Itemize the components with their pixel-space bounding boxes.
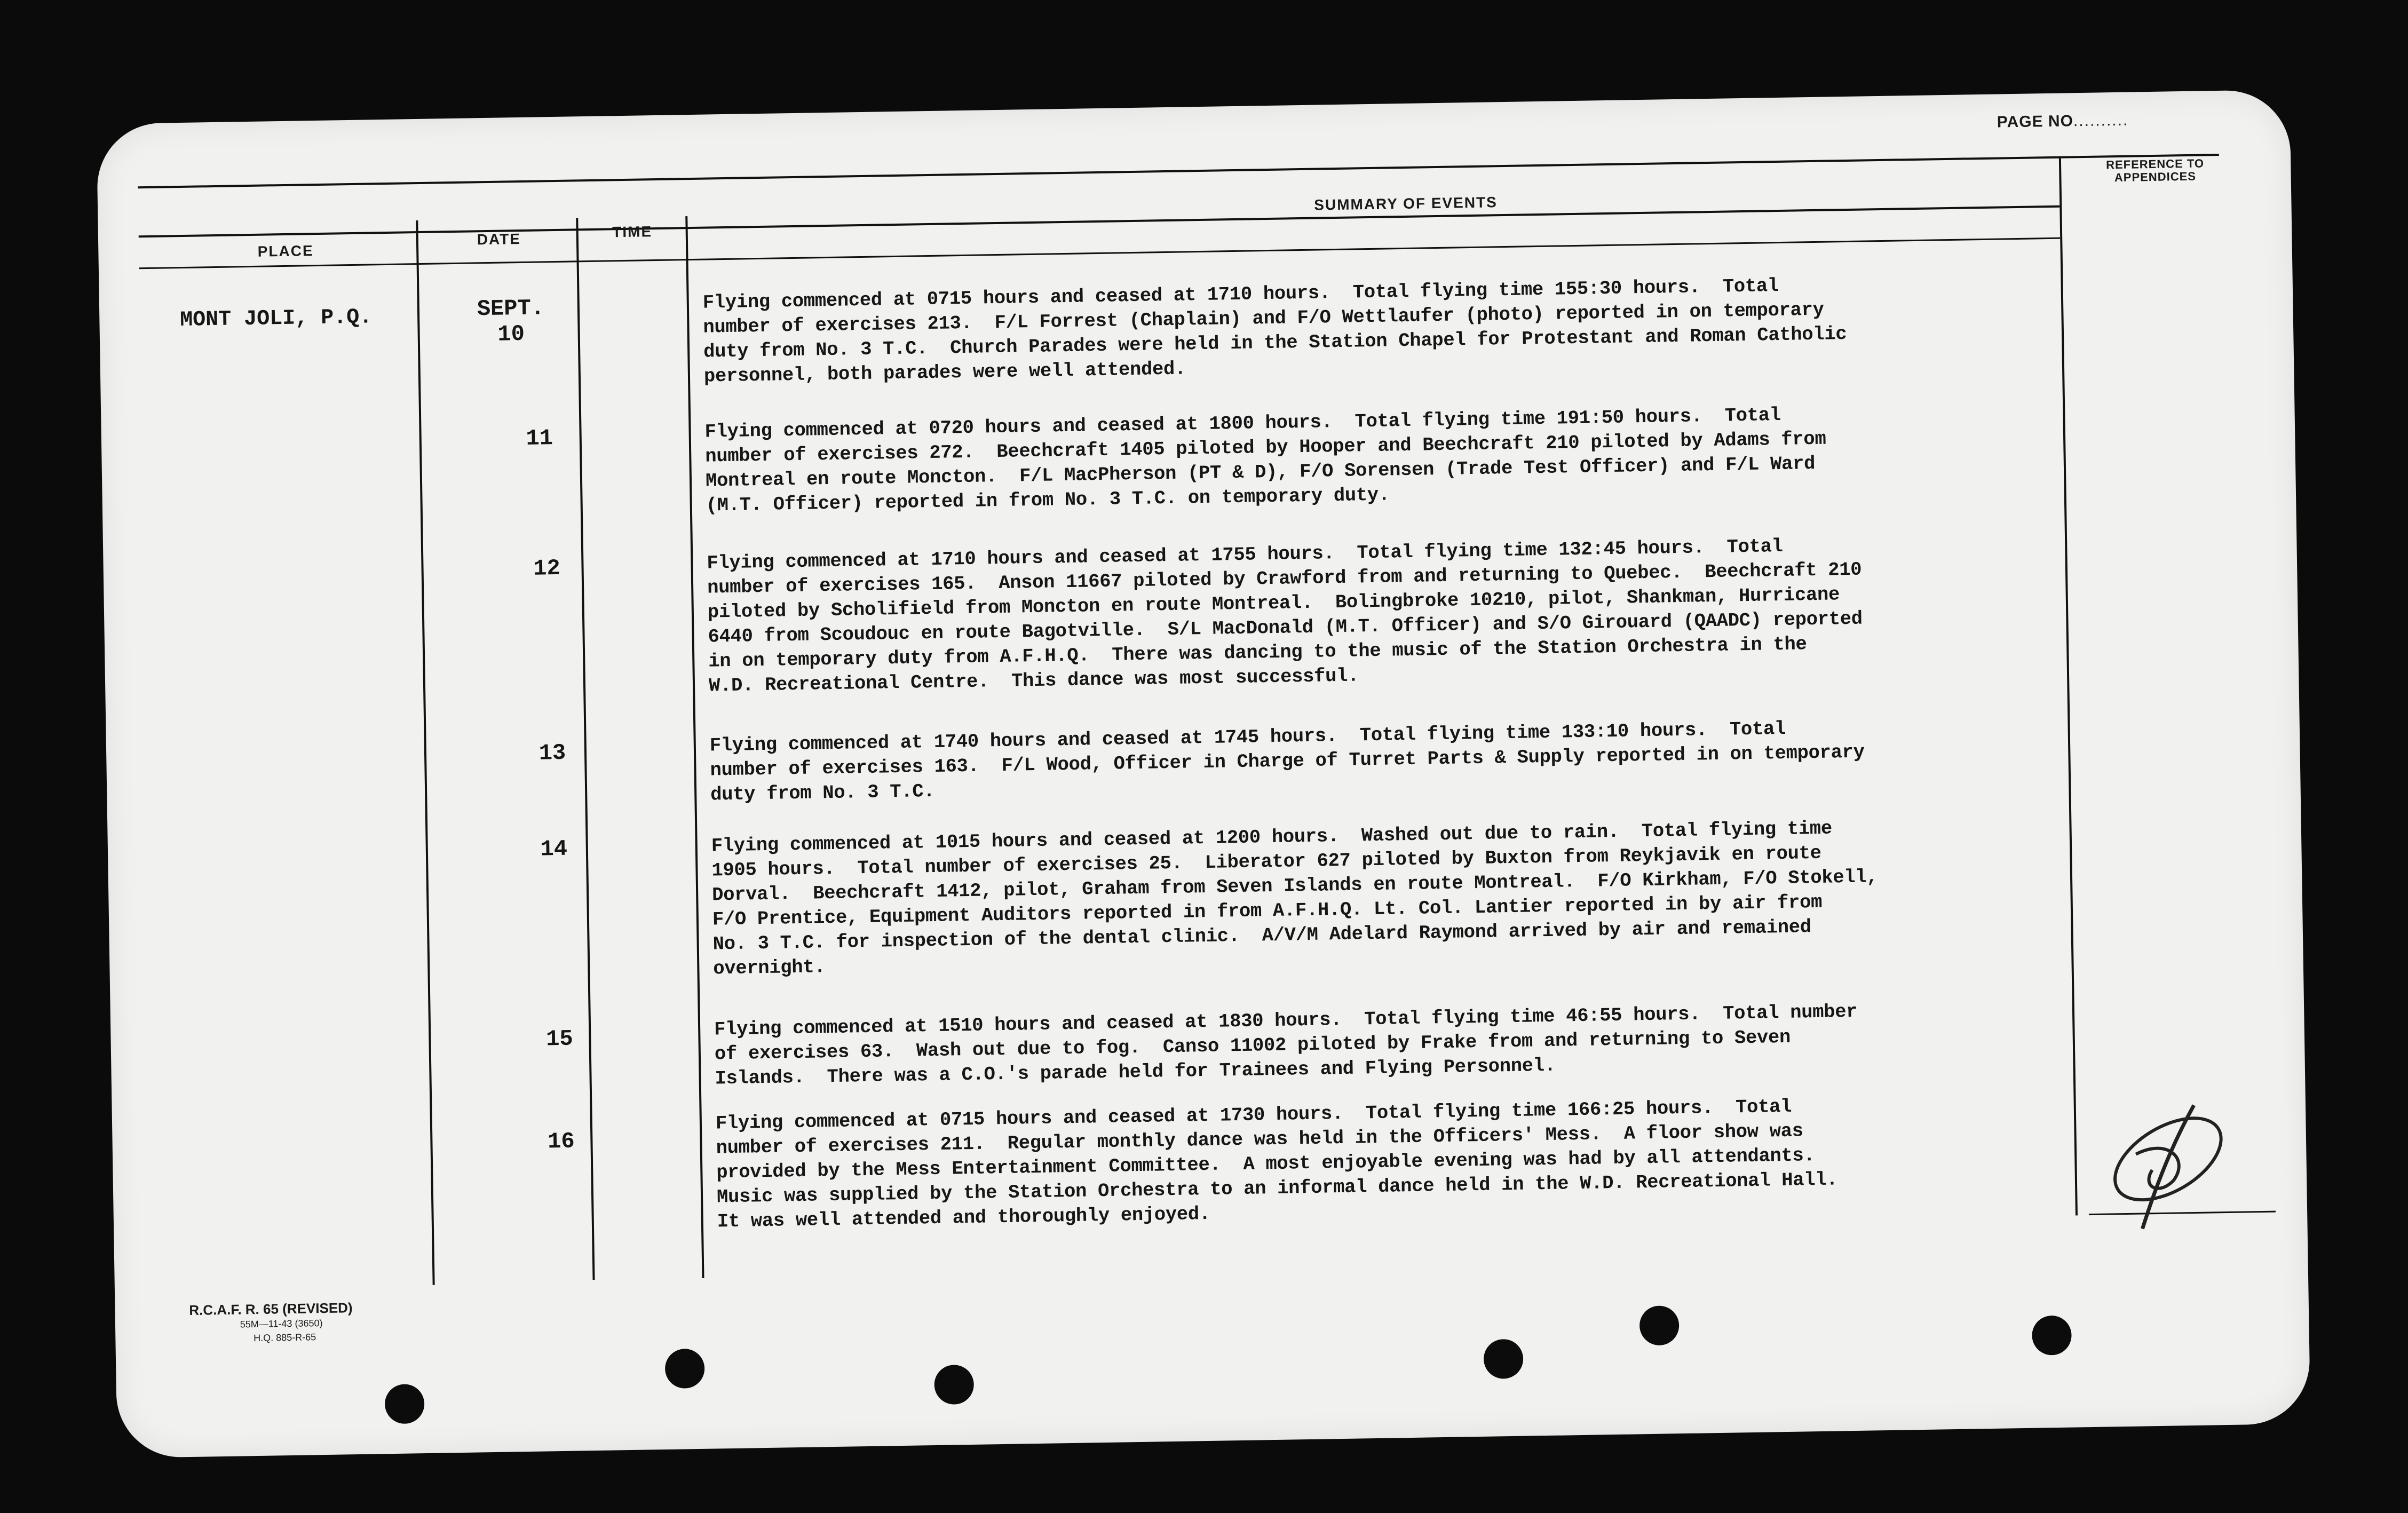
binder-punch-hole xyxy=(665,1349,705,1389)
header-rule xyxy=(139,205,2060,238)
date-cell: 11 xyxy=(526,425,553,451)
col-divider-time xyxy=(685,216,704,1278)
header-time: TIME xyxy=(612,223,653,241)
binder-punch-hole xyxy=(1639,1305,1680,1345)
binder-punch-hole xyxy=(1483,1339,1523,1379)
summary-entry: Flying commenced at 0715 hours and ceased at 1710 hours. Total flying time 155:30 hours. Total number of exercises 213. F/L Forrest (Chaplain) and F/O Wettlaufer (photo) reported in on temporary duty from No. 3 T.C. Church Parades were held in the Station Chapel for Protestant and Roman Catholic personnel, both parades were well attended. xyxy=(702,274,1847,387)
header-summary: SUMMARY OF EVENTS xyxy=(1314,194,1498,213)
summary-entry: Flying commenced at 1015 hours and ceased at 1200 hours. Washed out due to rain. Total flying time 1905 hours. Total number of exercises 25. Liberator 627 piloted by Buxton from Reykjavik en route Dorval. Beechcraft 1412, pilot, Graham from Seven Islands en route Montreal. F/O Kirkham, F/O Stokell, F/O Prentice, Equipment Auditors reported in from A.F.H.Q. Lt. Col. Lantier reported in by air from No. 3 T.C. for inspection of the dental clinic. A/V/M Adelard Raymond arrived by air and remained overnight. xyxy=(711,817,1878,980)
header-place: PLACE xyxy=(257,242,314,260)
form-id-line1: R.C.A.F. R. 65 (REVISED) xyxy=(189,1300,353,1318)
page-number-dots: .......... xyxy=(2073,111,2129,130)
date-cell: 16 xyxy=(547,1128,575,1155)
date-cell: 14 xyxy=(540,836,568,862)
binder-punch-hole xyxy=(934,1365,974,1405)
summary-entry: Flying commenced at 1510 hours and ceased at 1830 hours. Total flying time 46:55 hours. Total number of exercises 63. Wash out due to fog. Canso 11002 piloted by Frake from and returning to Seven Islands. There was a C.O.'s parade held for Trainees and Flying Personnel. xyxy=(714,1000,1858,1090)
form-id-line2: 55M—11-43 (3650) xyxy=(240,1318,323,1330)
summary-entry: Flying commenced at 0720 hours and ceased at 1800 hours. Total flying time 191:50 hours. Total number of exercises 272. Beechcraft 1405 piloted by Hooper and Beechcraft 210 piloted by Adams from Montreal en route Moncton. F/L MacPherson (PT & D), F/O Sorensen (Trade Test Officer) and F/L Ward (M.T. Officer) reported in from No. 3 T.C. on temporary duty. xyxy=(704,403,1826,517)
summary-entry: Flying commenced at 1710 hours and ceased at 1755 hours. Total flying time 132:45 hours. Total number of exercises 165. Anson 11667 piloted by Crawford from and returning to Quebec. Beechcraft 210 piloted by Scholifield from Moncton en route Montreal. Bolingbroke 10210, pilot, Shankman, Hurricane 6440 from Scoudouc en route Bagotville. S/L MacDonald (M.T. Officer) and S/O Girouard (QAADC) reported in on temporary duty from A.F.H.Q. There was dancing to the music of the Station Orchestra in the W.D. Recreational Centre. This dance was most successful. xyxy=(707,535,1863,697)
top-rule xyxy=(138,154,2219,188)
page-number-label: PAGE NO xyxy=(1997,112,2074,131)
header-reference: REFERENCE TO APPENDICES xyxy=(2105,156,2205,185)
signature-icon xyxy=(2087,1094,2238,1246)
date-cell: 12 xyxy=(533,555,561,582)
page-number xyxy=(1997,112,2129,132)
binder-punch-hole xyxy=(2032,1316,2072,1356)
header-rule-2 xyxy=(139,237,2061,270)
binder-punch-hole xyxy=(385,1384,425,1424)
col-divider-place xyxy=(416,220,434,1285)
header-date: DATE xyxy=(477,230,521,248)
date-cell: 13 xyxy=(538,740,566,766)
summary-entry: Flying commenced at 0715 hours and ceased at 1730 hours. Total flying time 166:25 hours. Total number of exercises 211. Regular monthly dance was held in the Officers' Mess. A floor show was provided by the Mess Entertainment Committee. A most enjoyable evening was had by all attendants. Music was supplied by the Station Orchestra to an informal dance held in the W.D. Recreational Hall. It was well attended and thoroughly enjoyed. xyxy=(715,1095,1838,1233)
form-id-line3: H.Q. 885-R-65 xyxy=(254,1332,316,1344)
date-cell: SEPT. 10 xyxy=(477,295,545,347)
date-cell: 15 xyxy=(545,1026,574,1052)
place-cell: MONT JOLI, P.Q. xyxy=(179,305,373,333)
form-identifier xyxy=(189,1300,353,1346)
summary-entry: Flying commenced at 1740 hours and ceased at 1745 hours. Total flying time 133:10 hours. Total number of exercises 163. F/L Wood, Officer in Charge of Turret Parts & Supply reported in on temporary duty from No. 3 T.C. xyxy=(709,717,1865,806)
